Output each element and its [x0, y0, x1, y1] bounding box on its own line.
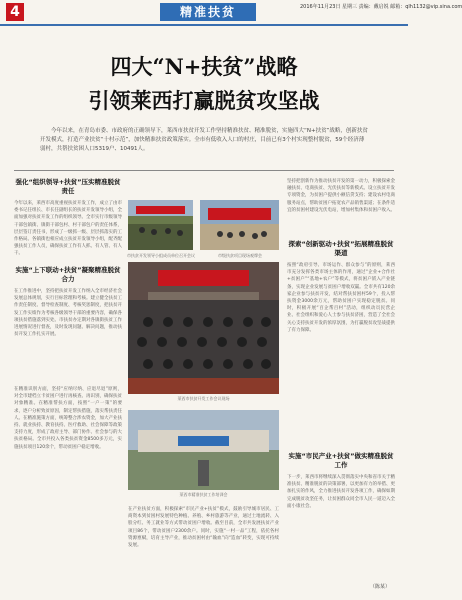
author-credit: （陈某）	[370, 584, 391, 590]
article-column-text: 在精准识别方面，坚持“应纳尽纳、应退尽退”原则，对全市建档立卡贫困户进行再核查、再识别，确保扶贫对象精准。在精准帮扶方面，按照“一户一策”的要求，逐户分析致贫原因，制定帮扶措施，落实帮扶责任人。在精准施策方面，统筹整合涉农资金，加大产业扶持、就业扶持、教育扶持、医疗救助、社会保障等政策支持力度，形成了政府主导、部门协作、社会参与的大扶贫格局。全市共投入各类扶贫资金8500多万元，实施扶贫项目120余个，带动贫困户稳定增收。	[14, 387, 122, 450]
photo-meeting-hall	[128, 200, 193, 250]
photo-caption: 市扶贫开发领导小组成员单位召开会议	[127, 253, 195, 258]
article-column-text: 下一步，莱西市将继续深入贯彻落实中央和省市关于精准扶贫、精准脱贫的决策部署，以更加有力的举措、更加扎实的作风，全力推进扶贫开发各项工作，确保如期完成脱贫攻坚任务，让贫困群众同全市人民一道迈入全面小康社会。	[287, 475, 395, 509]
page-header	[0, 0, 462, 26]
section-title: 精准扶贫	[160, 3, 256, 21]
article-column-text: 坚持把创新作为推动扶贫开发的第一动力，积极探索金融扶贫、电商扶贫、光伏扶贫等新模式。设立扶贫开发专项资金，为贫困户提供小额信贷支持；建设农村电商服务站点，帮助贫困户拓宽农产品销售渠道；在条件适宜的贫困村建设光伏电站，增加村集体和贫困户收入。	[287, 179, 395, 213]
subhead-innovation: 探索“创新驱动+扶贫”拓展精准脱贫渠道	[288, 240, 394, 257]
photo-outdoor-event	[200, 200, 279, 250]
subhead-organization: 强化“组织领导+扶贫”压实精准脱贫责任	[15, 178, 121, 195]
photo-conference-hall	[128, 262, 279, 394]
photo-caption: 莱西市精准扶贫工作培训会	[179, 492, 228, 497]
article-column-text: 今年以来，莱西市高度重视扶贫开发工作，成立了由市委书记任组长、市长任副组长的扶贫开发领导小组，全面加强对扶贫开发工作的组织领导。全市实行市级领导干部包镇街、镇街干部包村、村干部包户的责任体系，层层签订责任书，形成了一级抓一级、层层抓落实的工作格局。各镇街也相应成立扶贫开发领导小组，配齐配强扶贫工作人员，确保扶贫工作有人抓、有人管、有人干。	[14, 201, 122, 257]
photo-caption: 市级扶贫项目现场观摩会	[218, 253, 262, 258]
article-column-text: 按照“政府引导、市场运作、群众参与”的原则，莱西市充分发挥各类市场主体的作用，通过“企业+合作社+贫困户”“基地+农户”等模式，将贫困户嵌入产业链条，实现企业发展与贫困户增收双赢。全市共有120余家企业参与扶贫开发，结对帮扶贫困村59个，投入帮扶资金3000余万元，帮助贫困户实现稳定脱贫。同时，积极开展“百企帮百村”活动，组织动员民营企业、社会组织和爱心人士参与扶贫济困，营造了全社会关心支持扶贫开发的浓厚氛围，为打赢脱贫攻坚战提供了有力保障。	[287, 263, 395, 333]
article-column-text: 在工作推进中，坚持把扶贫开发工作纳入全市经济社会发展总体规划，实行目标管理和考核。建立健全扶贫工作责任制度、督导检查制度、考核奖惩制度，把扶贫开发工作实绩作为考核各级领导干部的重要内容，确保各项扶贫措施落到实处。市扶贫办定期对各镇街扶贫工作进展情况进行督查，及时发现问题、解决问题，推动扶贫开发工作扎实开展。	[14, 289, 122, 338]
photo-caption: 莱西市扶贫开发工作会议现场	[177, 396, 230, 401]
headline-line-2: 引领莱西打赢脱贫攻坚战	[88, 88, 320, 113]
dateline: 2016年11月23日 星期三 责编：戴启锐 邮箱：qlh1132@vip.sina.com	[300, 4, 462, 10]
subhead-linkage: 实施“上下联动+扶贫”凝聚精准脱贫合力	[15, 266, 121, 283]
lead-paragraph: 今年以来，在青岛市委、市政府的正确领导下，莱西市扶贫开发工作坚持精准扶贫、精准脱贫，实施四大“N+扶贫”战略，创新扶贫开发模式，打造产业扶贫“十村示范”，加快精准扶贫政策落实。全市有低收入人口的村庄，目前已有3个村实现整村脱贫，59个经济薄弱村，共帮扶贫困人口5319户、10491人。	[40, 128, 368, 152]
subhead-industry: 实施“市民产业+扶贫”做实精准脱贫工作	[288, 452, 394, 469]
page-number: 4	[6, 3, 24, 21]
divider	[14, 170, 394, 171]
article-column-text: 在产业扶贫方面，积极探索“市民产业+扶贫”模式，鼓励引导城市居民、工商资本到贫困村发展特色种植、养殖、乡村旅游等产业，通过土地流转、入股分红、务工就业等方式带动贫困户增收。截至目前，全市共发展扶贫产业项目86个，带动贫困户2300余户。同时，实施“一村一品”工程，依托各村资源禀赋，培育主导产业，推动贫困村由“输血”向“造血”转变，实现可持续发展。	[128, 507, 279, 549]
photo-training-session	[128, 410, 279, 490]
headline-line-1: 四大“N+扶贫”战略	[110, 54, 298, 79]
